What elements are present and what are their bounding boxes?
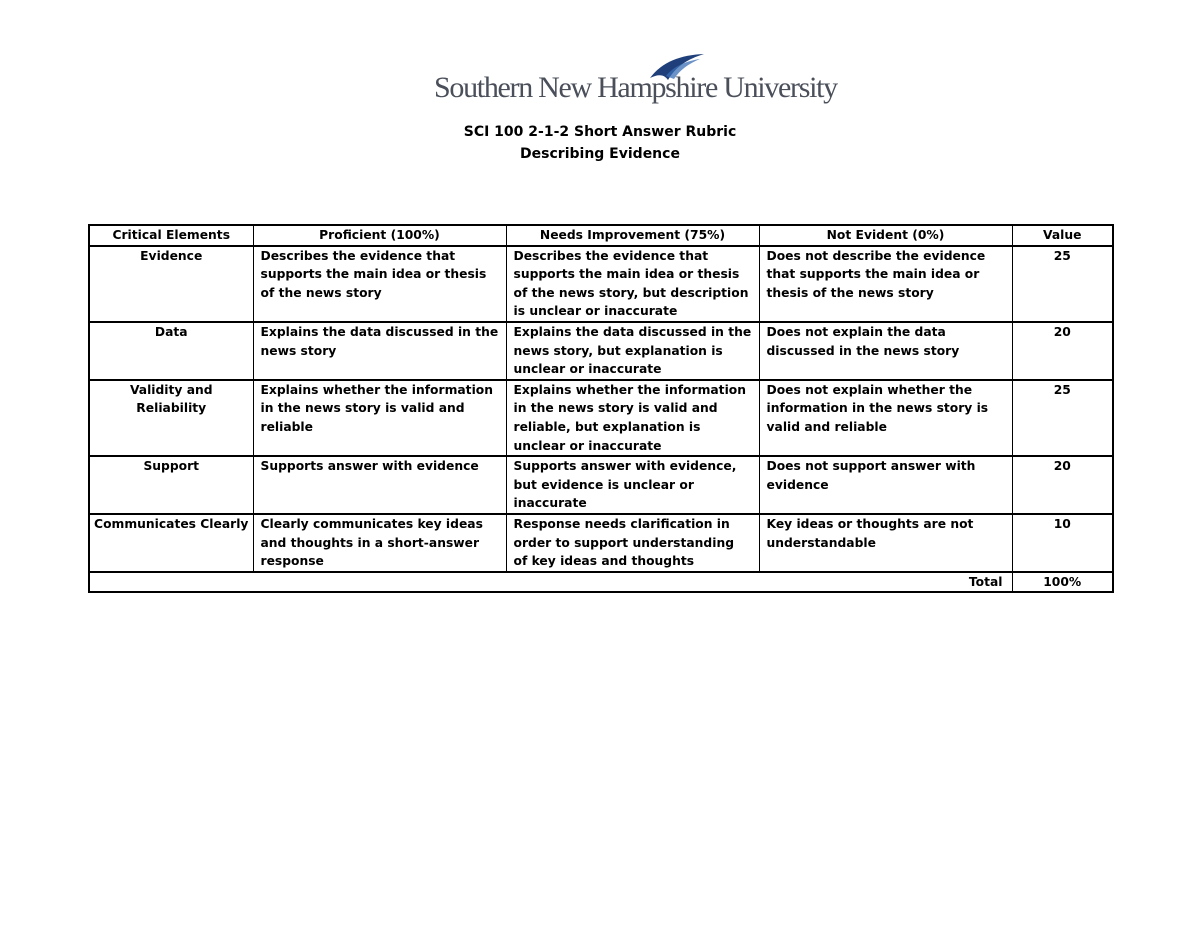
column-header-needs-improvement: Needs Improvement (75%) xyxy=(506,225,759,246)
critical-element-cell: Evidence xyxy=(89,246,253,322)
total-label: Total xyxy=(89,572,1012,593)
proficient-cell: Explains whether the information in the news story is valid and reliable xyxy=(253,380,506,456)
not-evident-cell: Does not explain whether the information in the news story is valid and reliable xyxy=(759,380,1012,456)
column-header-critical-elements: Critical Elements xyxy=(89,225,253,246)
table-header-row xyxy=(89,225,1113,246)
proficient-cell: Supports answer with evidence xyxy=(253,456,506,514)
total-value: 100% xyxy=(1012,572,1113,593)
table-row xyxy=(89,380,1113,456)
proficient-cell: Describes the evidence that supports the main idea or thesis of the news story xyxy=(253,246,506,322)
column-header-value: Value xyxy=(1012,225,1113,246)
value-cell: 20 xyxy=(1012,456,1113,514)
not-evident-cell: Does not support answer with evidence xyxy=(759,456,1012,514)
value-cell: 10 xyxy=(1012,514,1113,572)
value-cell: 20 xyxy=(1012,322,1113,380)
table-row xyxy=(89,456,1113,514)
table-row xyxy=(89,322,1113,380)
critical-element-cell: Support xyxy=(89,456,253,514)
needs-improvement-cell: Explains the data discussed in the news story, but explanation is unclear or inaccurate xyxy=(506,322,759,380)
proficient-cell: Explains the data discussed in the news story xyxy=(253,322,506,380)
column-header-not-evident: Not Evident (0%) xyxy=(759,225,1012,246)
university-logo xyxy=(434,52,837,108)
critical-element-cell: Data xyxy=(89,322,253,380)
critical-element-cell: Communicates Clearly xyxy=(89,514,253,572)
proficient-cell: Clearly communicates key ideas and thoughts in a short-answer response xyxy=(253,514,506,572)
document-title-block xyxy=(0,121,1200,165)
table-row xyxy=(89,246,1113,322)
critical-element-cell: Validity and Reliability xyxy=(89,380,253,456)
needs-improvement-cell: Supports answer with evidence, but evidence is unclear or inaccurate xyxy=(506,456,759,514)
not-evident-cell: Does not explain the data discussed in the news story xyxy=(759,322,1012,380)
total-row xyxy=(89,572,1113,593)
needs-improvement-cell: Response needs clarification in order to support understanding of key ideas and thoughts xyxy=(506,514,759,572)
value-cell: 25 xyxy=(1012,380,1113,456)
needs-improvement-cell: Describes the evidence that supports the main idea or thesis of the news story, but description is unclear or inaccurate xyxy=(506,246,759,322)
document-subtitle: Describing Evidence xyxy=(520,146,680,162)
not-evident-cell: Key ideas or thoughts are not understandable xyxy=(759,514,1012,572)
column-header-proficient: Proficient (100%) xyxy=(253,225,506,246)
university-name: Southern New Hampshire University xyxy=(434,71,837,104)
needs-improvement-cell: Explains whether the information in the news story is valid and reliable, but explanation is unclear or inaccurate xyxy=(506,380,759,456)
not-evident-cell: Does not describe the evidence that supports the main idea or thesis of the news story xyxy=(759,246,1012,322)
document-title: SCI 100 2-1-2 Short Answer Rubric xyxy=(463,124,737,140)
value-cell: 25 xyxy=(1012,246,1113,322)
table-row xyxy=(89,514,1113,572)
rubric-table xyxy=(88,224,1114,593)
